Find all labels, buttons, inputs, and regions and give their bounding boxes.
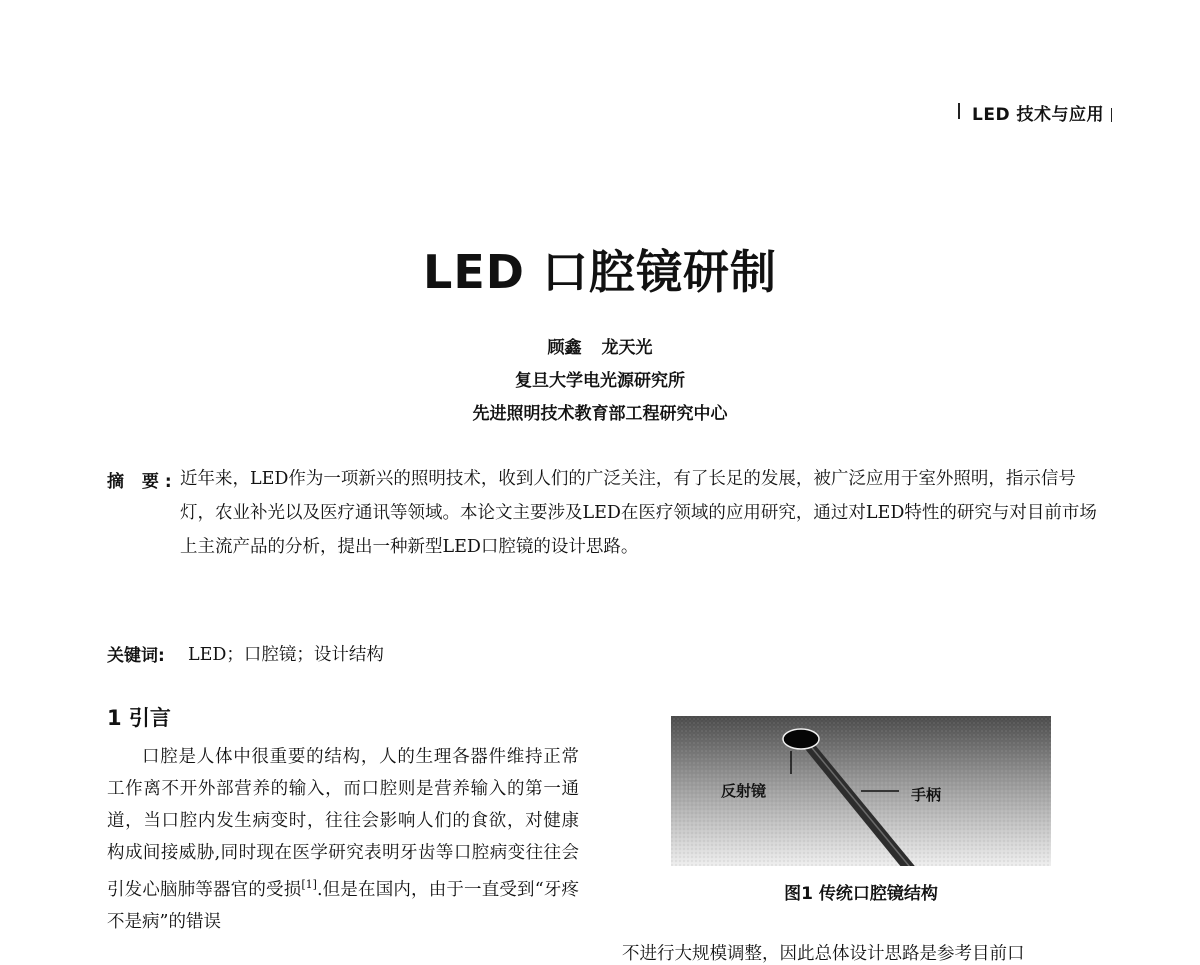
paper-title: LED 口腔镜研制 bbox=[423, 245, 777, 299]
running-header-text: LED 技术与应用 bbox=[972, 105, 1104, 125]
intro-paragraph bbox=[107, 741, 579, 951]
figure-1 bbox=[671, 716, 1051, 866]
affiliation-1: 复旦大学电光源研究所 bbox=[515, 371, 685, 391]
mirror-illustration bbox=[671, 716, 1051, 866]
authors: 顾鑫 龙天光 bbox=[547, 338, 653, 358]
abstract-text: 近年来，LED作为一项新兴的照明技术，收到人们的广泛关注，有了长足的发展，被广泛应用于室外照明，指示信号灯，农业补光以及医疗通讯等领域。本论文主要涉及LED在医疗领域的应用研究，通过对LED特性的研究与对目前市场上主流产品的分析，提出一种新型LED口腔镜的设计思路。 bbox=[180, 469, 1097, 557]
section-heading: 1 引言 bbox=[107, 706, 171, 730]
figure-caption: 图1 传统口腔镜结构 bbox=[784, 884, 938, 904]
keywords-label: 关键词: bbox=[107, 646, 165, 666]
intro-text-1: 口腔是人体中很重要的结构，人的生理各器件维持正常工作离不开外部营养的输入，而口腔则是营养输入的第一通道，当口腔内发生病变时，往往会影响人们的食欲，对健康构成间接威胁,同时现在医学研究表明牙齿等口腔病变往往会引发心脑肺等器官的受损 bbox=[107, 747, 579, 900]
intro-text-2: .但是在国内，由于一直受到“牙疼不是病”的错误 bbox=[107, 879, 579, 932]
header-left-bar bbox=[958, 103, 960, 119]
abstract-label: 摘 要: bbox=[107, 472, 178, 492]
citation-ref: [1] bbox=[301, 878, 317, 891]
right-column-text: 不进行大规模调整，因此总体设计思路是参考目前口 bbox=[622, 944, 1025, 964]
running-header bbox=[972, 100, 1104, 125]
mirror-label: 反射镜 bbox=[721, 782, 767, 800]
affiliation-2: 先进照明技术教育部工程研究中心 bbox=[472, 404, 728, 424]
header-right-bar bbox=[1111, 108, 1112, 122]
handle-label: 手柄 bbox=[911, 786, 942, 804]
keywords-text: LED；口腔镜；设计结构 bbox=[188, 645, 384, 665]
